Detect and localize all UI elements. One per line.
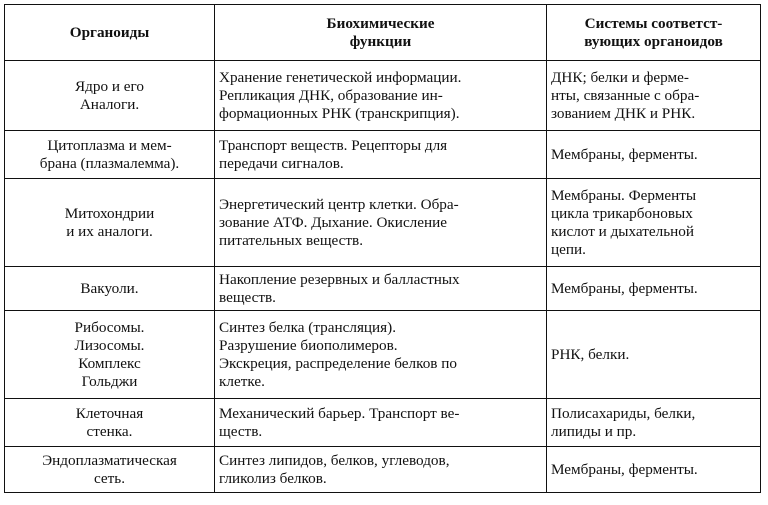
- cell-line: Комплекс: [78, 354, 141, 372]
- table-row: [5, 447, 761, 493]
- cell-line: РНК, белки.: [551, 345, 630, 363]
- header-systems-line2: вующих органоидов: [584, 32, 723, 50]
- header-organoids: [5, 5, 215, 61]
- cell-line: Энергетический центр клетки. Обра-: [219, 195, 459, 213]
- cell-line: Репликация ДНК, образование ин-: [219, 86, 443, 104]
- table-row: [5, 131, 761, 179]
- cell-line: ДНК; белки и ферме-: [551, 68, 689, 86]
- functions-cell: [215, 399, 547, 447]
- systems-cell: [547, 267, 761, 311]
- cell-line: нты, связанные с обра-: [551, 86, 700, 104]
- cell-line: липиды и пр.: [551, 422, 637, 440]
- organoid-cell: [5, 61, 215, 131]
- cell-line: питательных веществ.: [219, 231, 364, 249]
- functions-cell: [215, 179, 547, 267]
- cell-line: Цитоплазма и мем-: [47, 136, 172, 154]
- cell-line: формационных РНК (транскрипция).: [219, 104, 460, 122]
- cell-line: клетке.: [219, 372, 265, 390]
- table-row: [5, 399, 761, 447]
- cell-line: брана (плазмалемма).: [39, 154, 180, 172]
- cell-line: зование АТФ. Дыхание. Окисление: [219, 213, 447, 231]
- cell-line: Мембраны, ферменты.: [551, 145, 698, 163]
- cell-line: Ядро и его: [75, 77, 144, 95]
- cell-line: веществ.: [219, 288, 276, 306]
- functions-cell: [215, 61, 547, 131]
- table-row: [5, 267, 761, 311]
- header-organoids-text: Органоиды: [69, 23, 150, 41]
- cell-line: и их аналоги.: [66, 222, 153, 240]
- cell-line: Мембраны. Ферменты: [551, 186, 697, 204]
- systems-cell: [547, 399, 761, 447]
- functions-cell: [215, 447, 547, 493]
- cell-line: Накопление резервных и балластных: [219, 270, 460, 288]
- organoid-cell: [5, 311, 215, 399]
- header-functions: [215, 5, 547, 61]
- cell-line: Вакуоли.: [80, 279, 139, 297]
- organoid-cell: [5, 399, 215, 447]
- organoid-cell: [5, 179, 215, 267]
- cell-line: цикла трикарбоновых: [551, 204, 693, 222]
- cell-line: ществ.: [219, 422, 263, 440]
- cell-line: Аналоги.: [79, 95, 140, 113]
- cell-line: гликолиз белков.: [219, 469, 327, 487]
- header-functions-line2: функции: [349, 32, 412, 50]
- cell-line: Гольджи: [81, 372, 138, 390]
- cell-line: Рибосомы.: [74, 318, 145, 336]
- cell-line: Мембраны, ферменты.: [551, 279, 698, 297]
- systems-cell: [547, 61, 761, 131]
- functions-cell: [215, 267, 547, 311]
- functions-cell: [215, 131, 547, 179]
- cell-line: Клеточная: [75, 404, 144, 422]
- cell-line: сеть.: [93, 469, 126, 487]
- cell-line: передачи сигналов.: [219, 154, 344, 172]
- table-row: [5, 61, 761, 131]
- cell-line: Хранение генетической информации.: [219, 68, 462, 86]
- cell-line: стенка.: [86, 422, 133, 440]
- organoid-cell: [5, 131, 215, 179]
- cell-line: кислот и дыхательной: [551, 222, 694, 240]
- cell-line: Синтез белка (трансляция).: [219, 318, 397, 336]
- cell-line: Разрушение биополимеров.: [219, 336, 398, 354]
- systems-cell: [547, 447, 761, 493]
- systems-cell: [547, 131, 761, 179]
- header-row: [5, 5, 761, 61]
- header-functions-line1: Биохимические: [326, 14, 435, 32]
- systems-cell: [547, 311, 761, 399]
- cell-line: цепи.: [551, 240, 586, 258]
- cell-line: Транспорт веществ. Рецепторы для: [219, 136, 448, 154]
- header-systems-line1: Системы соответст-: [584, 14, 723, 32]
- cell-line: Митохондрии: [64, 204, 155, 222]
- table-row: [5, 179, 761, 267]
- functions-cell: [215, 311, 547, 399]
- cell-line: Лизосомы.: [74, 336, 145, 354]
- cell-line: Эндоплазматическая: [42, 451, 177, 469]
- header-systems: [547, 5, 761, 61]
- table-row: [5, 311, 761, 399]
- cell-line: Механический барьер. Транспорт ве-: [219, 404, 460, 422]
- systems-cell: [547, 179, 761, 267]
- cell-line: Мембраны, ферменты.: [551, 460, 698, 478]
- cell-line: Полисахариды, белки,: [551, 404, 696, 422]
- cell-line: зованием ДНК и РНК.: [551, 104, 696, 122]
- organoids-table: [4, 4, 761, 493]
- organoid-cell: [5, 267, 215, 311]
- cell-line: Синтез липидов, белков, углеводов,: [219, 451, 450, 469]
- cell-line: Экскреция, распределение белков по: [219, 354, 457, 372]
- organoid-cell: [5, 447, 215, 493]
